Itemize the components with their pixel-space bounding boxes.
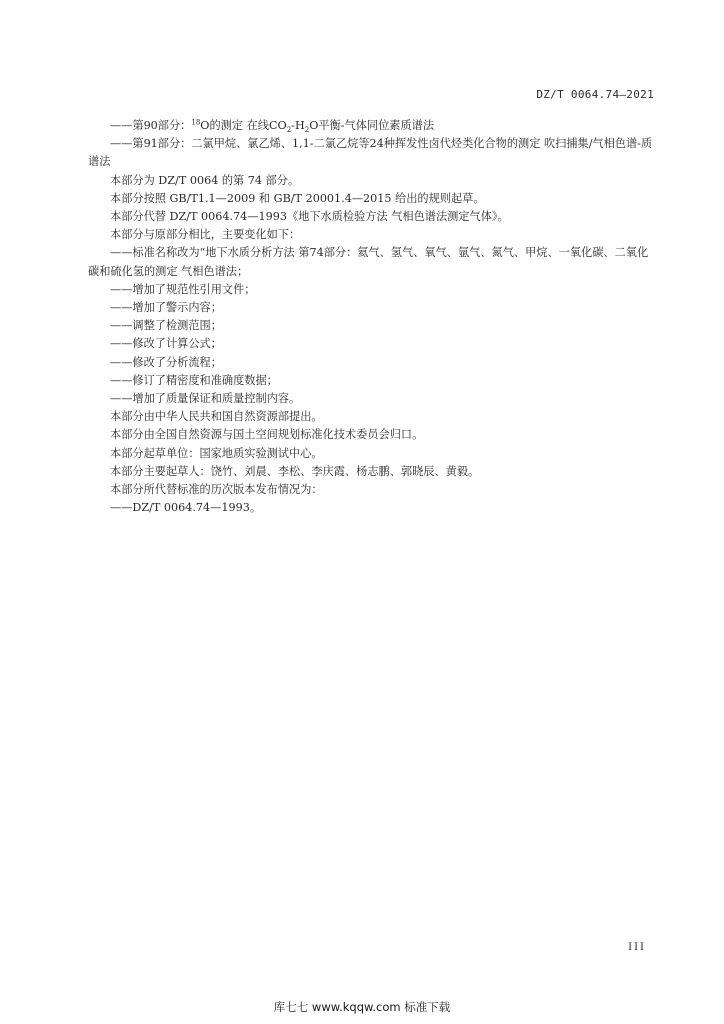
text-line-drafting-unit: 本部分起草单位：国家地质实验测试中心。 <box>110 446 323 460</box>
text-line-drafting-rules: 本部分按照 GB/T1.1—2009 和 GB/T 20001.4—2015 给出的规则起草。 <box>110 191 485 205</box>
text-line-scope: 本部分为 DZ/T 0064 的第 74 部分。 <box>110 173 300 187</box>
page-number: III <box>628 942 646 953</box>
text-line-history-1993: ——DZ/T 0064.74—1993。 <box>110 501 262 515</box>
text-line-change-procedure: ——修改了分析流程； <box>110 355 222 369</box>
text-line-part90: ——第90部分：$^{18}$O的测定 在线$CO_2-H_2O$平衡-气体同位素质谱法 <box>110 118 435 135</box>
text-line-proposed-by: 本部分由中华人民共和国自然资源部提出。 <box>110 410 323 424</box>
text-line-change-references: ——增加了规范性引用文件； <box>110 282 256 296</box>
foreword-body <box>88 117 654 517</box>
text-line-change-formula: ——修改了计算公式； <box>110 337 222 351</box>
text-line-change-precision: ——修订了精密度和准确度数据； <box>110 373 278 387</box>
document-code-header: DZ/T 0064.74—2021 <box>536 88 654 101</box>
text-line-change-warning: ——增加了警示内容； <box>110 301 222 315</box>
text-line-replaces: 本部分代替 DZ/T 0064.74—1993《地下水质检验方法 气相色谱法测定气体》。 <box>110 210 509 224</box>
download-footer: 库七七 www.kqqw.com 标准下载 <box>273 1000 451 1014</box>
text-line-drafters: 本部分主要起草人：饶竹、刘晨、李松、李庆霞、杨志鹏、郭晓辰、黄毅。 <box>110 464 480 478</box>
text-line-changes-intro: 本部分与原部分相比，主要变化如下： <box>110 228 301 242</box>
text-line-centralized-by: 本部分由全国自然资源与国土空间规划标准化技术委员会归口。 <box>110 428 424 442</box>
text-line-change-title: ——标准名称改为“地下水质分析方法 第74部分：氦气、氢气、氧气、氩气、氮气、甲烷、一氧化碳、二氧化碳和硫化氢的测定 气相色谱法； <box>88 246 649 278</box>
text-line-part91: ——第91部分：二氯甲烷、氯乙烯、1,1-二氯乙烷等24种挥发性卤代烃类化合物的测定 吹扫捕集/气相色谱-质谱法 <box>88 137 653 169</box>
text-line-history-intro: 本部分所代替标准的历次版本发布情况为： <box>110 483 323 497</box>
text-line-change-range: ——调整了检测范围； <box>110 319 222 333</box>
text-line-change-qa-qc: ——增加了质量保证和质量控制内容。 <box>110 392 301 406</box>
